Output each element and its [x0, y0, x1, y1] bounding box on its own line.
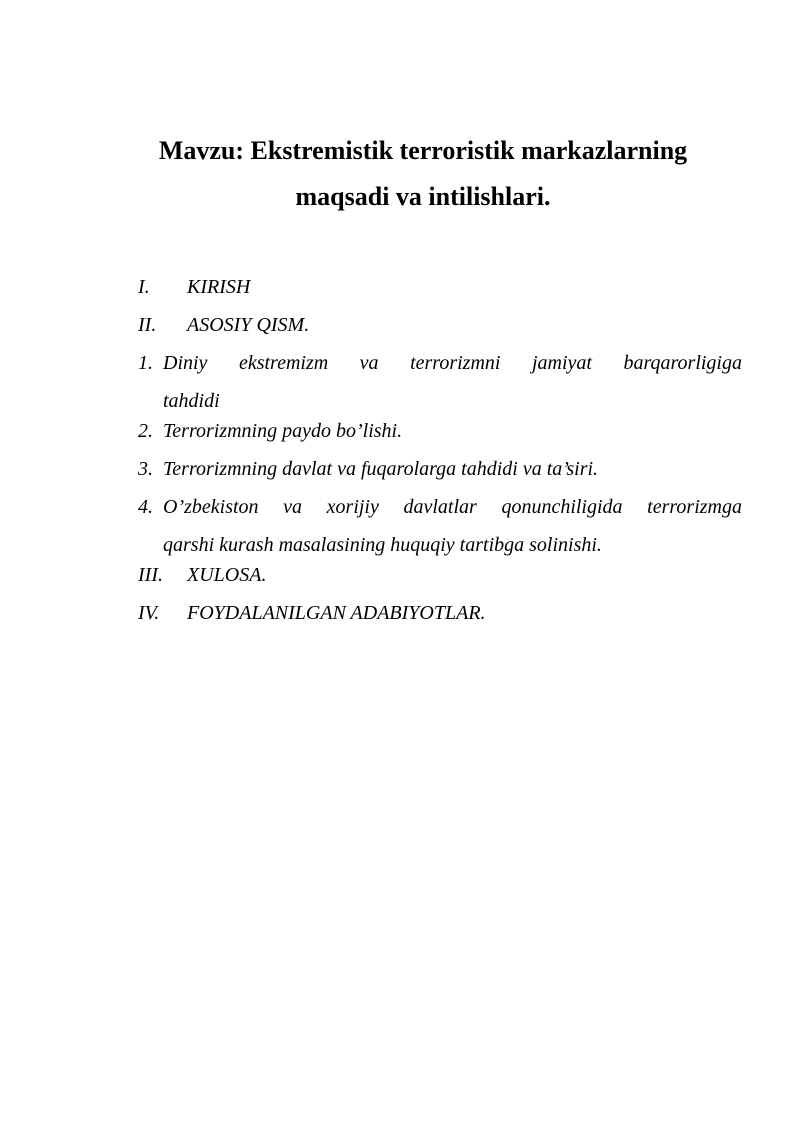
toc-item-number: 4.	[138, 496, 153, 518]
toc-subitem-3	[138, 454, 742, 492]
toc-item-text-line-1: Diniy ekstremizm va terrorizmni jamiyat barqarorligiga	[163, 352, 742, 374]
toc-item-text: KIRISH	[187, 276, 251, 298]
toc-item-text	[163, 348, 742, 416]
toc-item-main-part	[138, 310, 742, 348]
toc-subitem-1	[138, 348, 742, 416]
toc-item-text: FOYDALANILGAN ADABIYOTLAR.	[187, 602, 486, 624]
document-title-line-2: maqsadi va intilishlari.	[295, 182, 551, 211]
toc-item-text: ASOSIY QISM.	[187, 314, 310, 336]
toc-item-number: IV.	[138, 602, 160, 624]
toc-item-text: Terrorizmning davlat va fuqarolarga tahdidi va ta’siri.	[163, 458, 599, 480]
table-of-contents	[138, 272, 742, 636]
toc-item-references	[138, 598, 742, 636]
toc-item-number: 1.	[138, 352, 153, 374]
toc-item-number: III.	[138, 564, 163, 586]
toc-item-text	[163, 492, 742, 560]
toc-item-number: I.	[138, 276, 150, 298]
toc-item-text: XULOSA.	[187, 564, 267, 586]
toc-subitem-4	[138, 492, 742, 560]
toc-item-number: 3.	[138, 458, 153, 480]
document-title-line-1: Mavzu: Ekstremistik terroristik markazlarning	[158, 136, 688, 165]
toc-item-number: 2.	[138, 420, 153, 442]
toc-item-text: Terrorizmning paydo bo’lishi.	[163, 420, 403, 442]
toc-item-text-line-2: tahdidi	[163, 390, 220, 412]
toc-item-introduction	[138, 272, 742, 310]
toc-item-text-line-1: O’zbekiston va xorijiy davlatlar qonunchiligida terrorizmga	[163, 496, 742, 518]
toc-item-text-line-2: qarshi kurash masalasining huquqiy tartibga solinishi.	[163, 534, 602, 556]
toc-item-number: II.	[138, 314, 157, 336]
toc-subitem-2	[138, 416, 742, 454]
toc-item-conclusion	[138, 560, 742, 598]
